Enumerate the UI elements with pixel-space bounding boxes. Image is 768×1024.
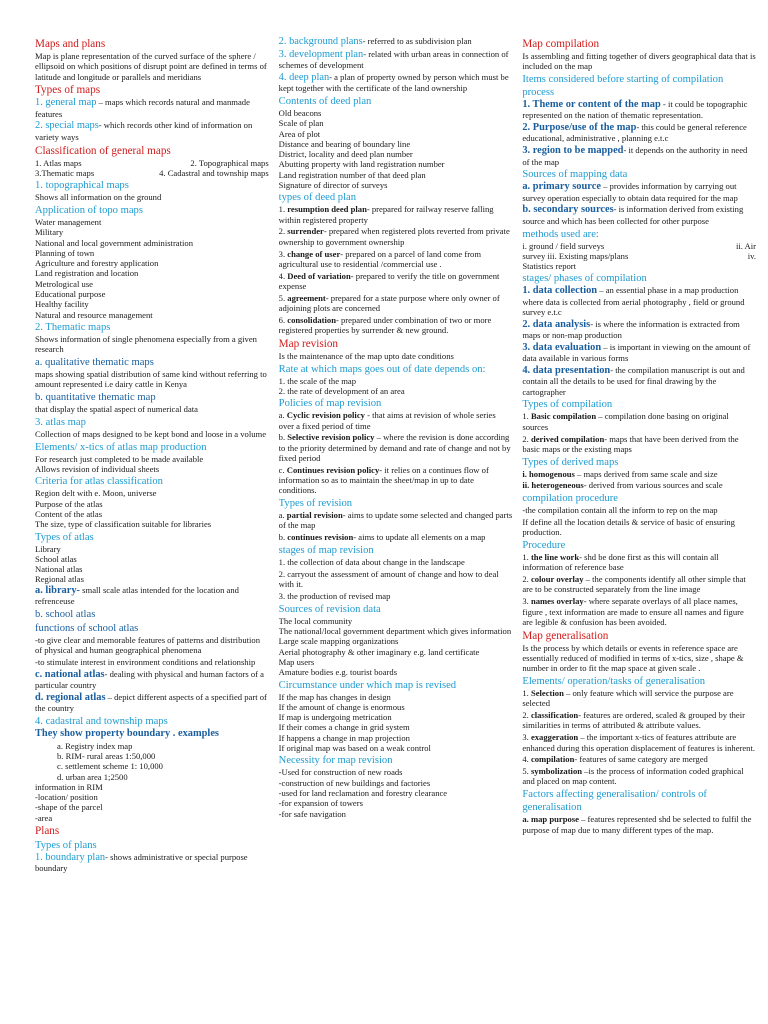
paragraph <box>522 766 756 787</box>
item-number: 6. <box>278 314 288 325</box>
subsection-heading: Sources of revision data <box>278 603 381 615</box>
paragraph <box>279 72 513 94</box>
subsection-heading: compilation procedure <box>522 493 618 505</box>
list-item: a. Registry index map <box>57 740 133 751</box>
item-number: 2. <box>278 226 288 237</box>
paragraph: Shows information of single phenomena especially from a given research <box>35 333 257 355</box>
list-row-left: 1. Atlas maps <box>35 157 82 168</box>
definition: - is where the information is extracted from maps or non-map production <box>522 318 740 341</box>
definition: - that aims at revision of whole series over a fixed period of time <box>278 410 496 431</box>
subsection-heading: Elements/ x-tics of atlas map production <box>35 441 207 453</box>
term: Cyclic revision policy <box>286 410 365 421</box>
paragraph <box>522 285 756 317</box>
definition: - dealing with physical and human factors of a particular country <box>35 668 264 690</box>
term: Selection <box>530 688 564 699</box>
list-item: Purpose of the atlas <box>35 498 103 509</box>
definition: - which records other kind of information on variety ways <box>35 120 253 142</box>
paragraph <box>522 99 756 121</box>
definition: - related with urban areas in connection of schemes of development <box>278 48 509 71</box>
paragraph <box>35 692 269 714</box>
paragraph <box>279 293 513 314</box>
term: i. homogenous <box>522 468 575 479</box>
list-row-right: iv. <box>747 250 757 261</box>
section-heading: Classification of general maps <box>35 144 171 157</box>
item-number: 4. <box>278 270 288 281</box>
subsection-heading: Application of topo maps <box>35 204 143 216</box>
item-number: 5. <box>522 766 531 777</box>
term: deep plan <box>289 71 330 83</box>
term: continues revision <box>287 532 354 543</box>
paragraph <box>522 181 756 203</box>
list-item: The national/local government department which gives information <box>278 626 512 637</box>
subsection-heading: Rate at which maps goes out of date depends on: <box>278 363 486 375</box>
term: exaggeration <box>530 732 579 743</box>
subsection-heading: 1. topographical maps <box>35 180 129 192</box>
definition: - the compilation manuscript is out and contain all the details to be used for final drawing by the cartographer <box>522 365 745 397</box>
definition: – compilation done basing on original sources <box>522 411 729 432</box>
item-number: 4. <box>278 71 290 83</box>
subsection-heading: 3. atlas map <box>35 416 86 428</box>
subsection-heading: Types of compilation <box>522 399 613 411</box>
term: 3. region to be mapped <box>522 145 624 157</box>
list-item: -location/ position <box>35 792 98 803</box>
list-item: Scale of plan <box>278 118 324 129</box>
list-item: Natural and resource management <box>35 309 153 320</box>
list-item: Planning of town <box>35 247 95 258</box>
list-row-right: 2. Topographical maps <box>190 157 269 168</box>
section-heading: Map revision <box>278 337 339 350</box>
item-number: 2. <box>522 433 531 444</box>
subsection-heading: Procedure <box>522 540 566 552</box>
definition: – maps which records natural and manmade features <box>35 97 250 119</box>
list-item: Content of the atlas <box>35 508 103 519</box>
paragraph <box>522 688 756 709</box>
subsection-heading: methods used are: <box>522 228 599 240</box>
paragraph <box>522 480 756 490</box>
term: consolidation <box>287 314 336 325</box>
definition: - prepared under combination of two or more registered properties by surrender & new ground. <box>278 314 492 336</box>
item-number: 2. <box>278 36 290 47</box>
definition: – is important in viewing on the amount of data available in various forms <box>522 341 751 364</box>
term: the line work <box>530 552 580 563</box>
item-number: 1. <box>278 204 288 215</box>
term: agreement <box>287 292 326 303</box>
definition: – the important x-tics of features attribute are enhanced during this operation displacement of features is inherent. <box>522 732 756 753</box>
term: derived compilation <box>530 433 605 444</box>
paragraph <box>279 249 513 270</box>
paragraph: -to give clear and memorable features of patterns and distribution of physical and human geographical phenomena <box>35 634 261 656</box>
section-heading: Map generalisation <box>522 629 609 642</box>
paragraph <box>279 510 513 531</box>
paragraph <box>522 411 756 432</box>
paragraph <box>522 552 756 573</box>
paragraph: Map is plane representation of the curved surface of the sphere / ellipsoid on which positions of disrupt point are defined in terms of latitude and longitude or parallels and meridians <box>35 51 267 82</box>
subsection-heading: a. qualitative thematic maps <box>35 357 154 369</box>
subsection-heading: Types of revision <box>278 498 353 510</box>
paragraph: maps showing spatial distribution of same kind without referring to amount represented i.e dairy cattle in Kenya <box>35 369 267 390</box>
term: special maps <box>45 120 99 132</box>
item-number: 3. <box>522 732 531 743</box>
list-item: Healthy facility <box>35 299 89 310</box>
list-item: If the map has changes in design <box>278 691 391 702</box>
definition: - aims to update some selected and changed parts of the map <box>278 510 513 531</box>
paragraph <box>522 122 756 144</box>
definition: - referred to as subdivision plan <box>362 36 472 46</box>
paragraph: Is the process by which details or events in reference space are essentially reduced of modified in terms of x-tics, size , shape & number in order to fit the map space at given scale . <box>522 642 744 674</box>
list-item: -Used for construction of new roads <box>278 767 403 778</box>
subsection-heading: Contents of deed plan <box>278 95 372 107</box>
list-item: Statistics report <box>522 261 577 272</box>
list-item: Area of plot <box>278 128 321 139</box>
subsection-heading: Types of atlas <box>35 531 94 543</box>
list-item: c. settlement scheme 1: 10,000 <box>57 761 163 772</box>
paragraph <box>279 315 513 336</box>
list-item: information in RIM <box>35 781 103 792</box>
list-item: -for safe navigation <box>278 808 346 819</box>
item-number: 1. <box>35 852 46 864</box>
term: classification <box>530 710 579 721</box>
list-item: Amature bodies e.g. tourist boards <box>278 667 398 678</box>
list-item: d. urban area 1;2500 <box>57 771 128 782</box>
paragraph <box>522 574 756 595</box>
subsection-heading: Types of derived maps <box>522 456 619 468</box>
term: a. library- <box>35 584 81 596</box>
definition: – provides information by carrying out survey operation especially to obtain data required for the map <box>522 181 738 203</box>
subsection-heading: Sources of mapping data <box>522 169 628 181</box>
term: b. secondary sources <box>522 204 614 216</box>
item-number: 3. <box>522 596 531 607</box>
list-item: Military <box>35 227 64 238</box>
subsection-heading: Criteria for atlas classification <box>35 476 163 488</box>
paragraph: Shows all information on the ground <box>35 192 162 203</box>
paragraph <box>279 432 513 463</box>
list-item: If happens a change in map projection <box>278 732 410 743</box>
term: 2. Purpose/use of the map <box>522 122 637 134</box>
list-item: District, locality and deed plan number <box>278 149 413 160</box>
term: examples <box>178 727 219 739</box>
definition: - shd be done first as this will contain all information of reference base <box>522 552 719 573</box>
paragraph <box>522 732 756 753</box>
item-number: 2. <box>522 710 531 721</box>
list-row <box>522 251 756 261</box>
term: a. primary source <box>522 181 601 193</box>
paragraph <box>279 204 513 225</box>
list-item: The local community <box>278 615 353 626</box>
paragraph <box>522 754 756 764</box>
definition: - features are ordered, scaled & grouped by their similarities in terms of attributed & attribute values. <box>522 710 745 731</box>
section-heading: Plans <box>35 825 60 838</box>
definition: - it depends on the authority in need of the map <box>522 145 748 167</box>
definition: – features represented shd be selected to fulfil the purpose of map due to many different types of the map. <box>522 814 752 835</box>
column-right <box>522 36 756 1024</box>
list-item: Water management <box>35 216 102 227</box>
definition: –is the process of information coded graphical and placed on map content. <box>522 766 744 787</box>
term: Deed of variation <box>287 270 351 281</box>
term: colour overlay <box>530 574 584 585</box>
term: development plan <box>289 48 364 60</box>
list-item: Signature of director of surveys <box>278 180 388 191</box>
subsection-heading: stages of map revision <box>278 545 374 557</box>
subsection-heading: Items considered before starting of compilation process <box>522 74 724 99</box>
term: ii. heterogeneous <box>522 480 584 491</box>
subsection-heading: b. quantitative thematic map <box>35 392 156 404</box>
list-item: For research just completed to be made available <box>35 453 204 464</box>
list-item: -used for land reclamation and forestry clearance <box>278 787 448 798</box>
list-item: Distance and bearing of boundary line <box>278 138 411 149</box>
item-number: They show property boundary . <box>35 727 178 739</box>
list-item: National and local government administration <box>35 237 193 248</box>
term: 1. Theme or content of the map <box>522 99 661 111</box>
paragraph <box>279 465 513 496</box>
list-item: The size, type of classification suitable for libraries <box>35 519 212 530</box>
list-row-right: ii. Air <box>735 240 757 251</box>
term: background plans <box>289 36 363 47</box>
definition: – where the revision is done according to the priority determined by demand and rate of change and not by fixed period <box>278 432 511 463</box>
item-number: 3. <box>278 248 288 259</box>
item-number: 2. <box>35 120 46 132</box>
paragraph <box>35 669 269 691</box>
subsection-heading: functions of school atlas <box>35 622 139 634</box>
subsection-heading: types of deed plan <box>278 192 357 204</box>
paragraph <box>522 814 756 835</box>
item-number: 3. <box>278 48 290 60</box>
term: compilation <box>530 754 575 765</box>
paragraph: If define all the location details & service of basic of ensuring production. <box>522 517 735 538</box>
item-number: 1. <box>522 688 531 699</box>
item-number: 2. <box>522 574 531 585</box>
term: Basic compilation <box>530 411 597 422</box>
list-item: Aerial photography & other imaginary e.g. land certificate <box>278 646 480 657</box>
paragraph <box>279 532 513 542</box>
paragraph <box>522 204 756 226</box>
term: d. regional atlas <box>35 691 106 703</box>
paragraph <box>522 365 756 397</box>
paragraph <box>279 49 513 71</box>
list-item: School atlas <box>35 553 77 564</box>
paragraph <box>279 271 513 292</box>
subsection-heading: Types of plans <box>35 840 97 852</box>
list-item: Regional atlas <box>35 574 84 585</box>
paragraph: 3. the production of revised map <box>278 590 391 601</box>
term: change of user <box>287 248 341 259</box>
item-number: a. <box>278 410 287 421</box>
list-item: Land registration and location <box>35 268 139 279</box>
item-number: b. <box>278 432 288 443</box>
term: 2. data analysis <box>522 318 591 330</box>
paragraph: Is the maintenance of the map upto date conditions <box>278 350 454 361</box>
definition: - this could be general reference educational, administrative , planning e.t.c <box>522 122 747 144</box>
list-item: Land registration number of that deed plan <box>278 169 426 180</box>
definition: - aims to update all elements on a map <box>353 532 486 543</box>
term: general map <box>45 97 97 109</box>
paragraph <box>522 596 756 627</box>
term: resumption deed plan <box>287 204 367 215</box>
subsection-heading: Necessity for map revision <box>278 755 393 767</box>
term: partial revision <box>286 510 343 521</box>
term: 3. data evaluation <box>522 341 602 353</box>
list-item: If map is undergoing metrication <box>278 712 392 723</box>
paragraph: -to stimulate interest in environment conditions and relationship <box>35 656 256 667</box>
column-left <box>35 36 269 1024</box>
subsection-heading: stages/ phases of compilation <box>522 273 647 285</box>
item-number: 1. <box>35 97 46 109</box>
paragraph <box>522 145 756 167</box>
item-number: a. <box>278 510 287 521</box>
list-row <box>35 168 269 178</box>
paragraph <box>279 410 513 431</box>
list-item: Map users <box>278 656 315 667</box>
definition: - derived from various sources and scale <box>583 480 723 491</box>
definition: - prepared on a parcel of land come from agricultural use to residential /commercial use . <box>278 248 482 269</box>
list-item: Large scale mapping organizations <box>278 636 399 647</box>
definition: - prepared for a state purpose where only owner of adjoining plots are concerned <box>278 292 500 314</box>
paragraph <box>522 319 756 341</box>
paragraph: -the compilation contain all the inform to rep on the map <box>522 505 718 516</box>
list-item: 1. the scale of the map <box>278 375 356 386</box>
definition: - prepared for railway reserve falling within registered property <box>278 204 494 225</box>
list-row <box>35 158 269 168</box>
item-number: c. <box>278 464 287 475</box>
list-row-left: 3.Thematic maps <box>35 167 95 178</box>
definition: – the components identify all other simple that are to be constructed separately from the line image <box>522 574 746 595</box>
subsection-heading: Factors affecting generalisation/ controls of generalisation <box>522 789 707 814</box>
column-middle <box>279 36 513 1024</box>
list-item: Abutting property with land registration number <box>278 159 445 170</box>
subsection-heading: Circumstance under which map is revised <box>278 679 457 691</box>
paragraph <box>35 120 269 142</box>
paragraph <box>35 97 269 119</box>
list-item: -shape of the parcel <box>35 802 103 813</box>
definition: - features of same category are merged <box>574 754 708 765</box>
list-item: If their comes a change in grid system <box>278 722 410 733</box>
term: 1. data collection <box>522 285 598 297</box>
term: 4. data presentation <box>522 365 611 377</box>
list-item: Region delt with e. Moon, universe <box>35 488 157 499</box>
term: Selective revision policy <box>287 432 375 443</box>
paragraph <box>522 434 756 455</box>
section-heading: Map compilation <box>522 38 600 50</box>
term: Continues revision policy <box>286 464 380 475</box>
list-row <box>522 241 756 251</box>
list-item: 2. the rate of development of an area <box>278 386 405 397</box>
list-item: Library <box>35 543 61 554</box>
definition: – only feature which will service the purpose are selected <box>522 688 734 709</box>
list-row-left: i. ground / field surveys <box>522 240 605 251</box>
list-row-right: 4. Cadastral and township maps <box>159 167 269 178</box>
paragraph <box>522 469 756 479</box>
paragraph: 2. carryout the assessment of amount of change and how to deal with it. <box>278 568 499 590</box>
paragraph <box>35 852 269 874</box>
item-number: 4. <box>522 754 531 765</box>
subsection-heading: b. school atlas <box>35 608 96 620</box>
definition: - prepared to verify the title on government expense <box>278 270 500 291</box>
paragraph <box>279 36 513 47</box>
list-item: If the amount of change is enormous <box>278 701 405 712</box>
paragraph <box>522 342 756 364</box>
list-item: -construction of new buildings and factories <box>278 777 431 788</box>
definition: - prepared when registered plots reverted from private ownership to government ownership <box>278 226 510 247</box>
definition: - where separate overlays of all place names, figure , text information are made to ensure all names and figure are legible & confusion has been avoided. <box>522 596 744 627</box>
definition: - is information derived from existing source and which has been collected for other purpose <box>522 204 744 226</box>
definition: - shows administrative or special purpose boundary <box>35 852 248 874</box>
subsection-heading: 4. cadastral and township maps <box>35 715 168 727</box>
item-number: b. <box>278 532 288 543</box>
definition: – an essential phase in a map production where data is collected from aerial photography , field or ground survey e.t.c <box>522 285 745 318</box>
subsection-heading: 2. Thematic maps <box>35 321 111 333</box>
paragraph <box>35 728 269 739</box>
paragraph <box>279 226 513 247</box>
definition: - a plan of property owned by person which must be kept together with the certificate of the land ownership <box>278 71 509 94</box>
list-item: Educational purpose <box>35 289 106 300</box>
definition: - it relies on a continues flow of information so as to maintain the sheet/map in up to date conditions. <box>278 464 489 496</box>
section-heading: Maps and plans <box>35 38 106 50</box>
definition: - it could be topographic represented on the nation of thematic representation. <box>522 99 748 121</box>
item-number: 1. <box>522 411 531 422</box>
list-item: b. RIM- rural areas 1:50,000 <box>57 750 156 761</box>
list-item: National atlas <box>35 564 83 575</box>
list-item: -for expansion of towers <box>278 798 363 809</box>
term: a. map purpose <box>522 814 579 825</box>
definition: – maps derived from same scale and size <box>574 468 718 479</box>
definition: - maps that have been derived from the basic maps or the existing maps <box>522 433 739 454</box>
item-number: 5. <box>278 292 288 303</box>
list-item: Old beacons <box>278 107 322 118</box>
list-item: Metrological use <box>35 278 93 289</box>
section-heading: Types of maps <box>35 84 101 97</box>
list-item: Allows revision of individual sheets <box>35 464 160 475</box>
definition: small scale atlas intended for the location and refrenceuse <box>35 584 239 606</box>
list-item: Agriculture and forestry application <box>35 258 159 269</box>
paragraph: that display the spatial aspect of numerical data <box>35 404 198 415</box>
paragraph: Collection of maps designed to be kept bond and loose in a volume <box>35 428 267 439</box>
item-number: 1. <box>522 552 531 563</box>
list-item: If original map was based on a weak control <box>278 743 431 754</box>
subsection-heading: Elements/ operation/tasks of generalisation <box>522 676 706 688</box>
term: c. national atlas <box>35 668 105 680</box>
term: surrender <box>287 226 324 237</box>
term: symbolization <box>530 766 583 777</box>
subsection-heading: Policies of map revision <box>278 398 382 410</box>
paragraph: 1. the collection of data about change in the landscape <box>278 557 465 568</box>
paragraph <box>35 585 269 607</box>
term: boundary plan <box>45 852 106 864</box>
list-row-left: survey iii. Existing maps/plans <box>522 250 629 261</box>
paragraph: Is assembling and fitting together of divers geographical data that is included on the map <box>522 51 756 72</box>
list-item: -area <box>35 812 53 823</box>
paragraph <box>522 710 756 731</box>
definition: – depict different aspects of a specified part of the country <box>35 691 267 714</box>
term: names overlay <box>530 596 584 607</box>
